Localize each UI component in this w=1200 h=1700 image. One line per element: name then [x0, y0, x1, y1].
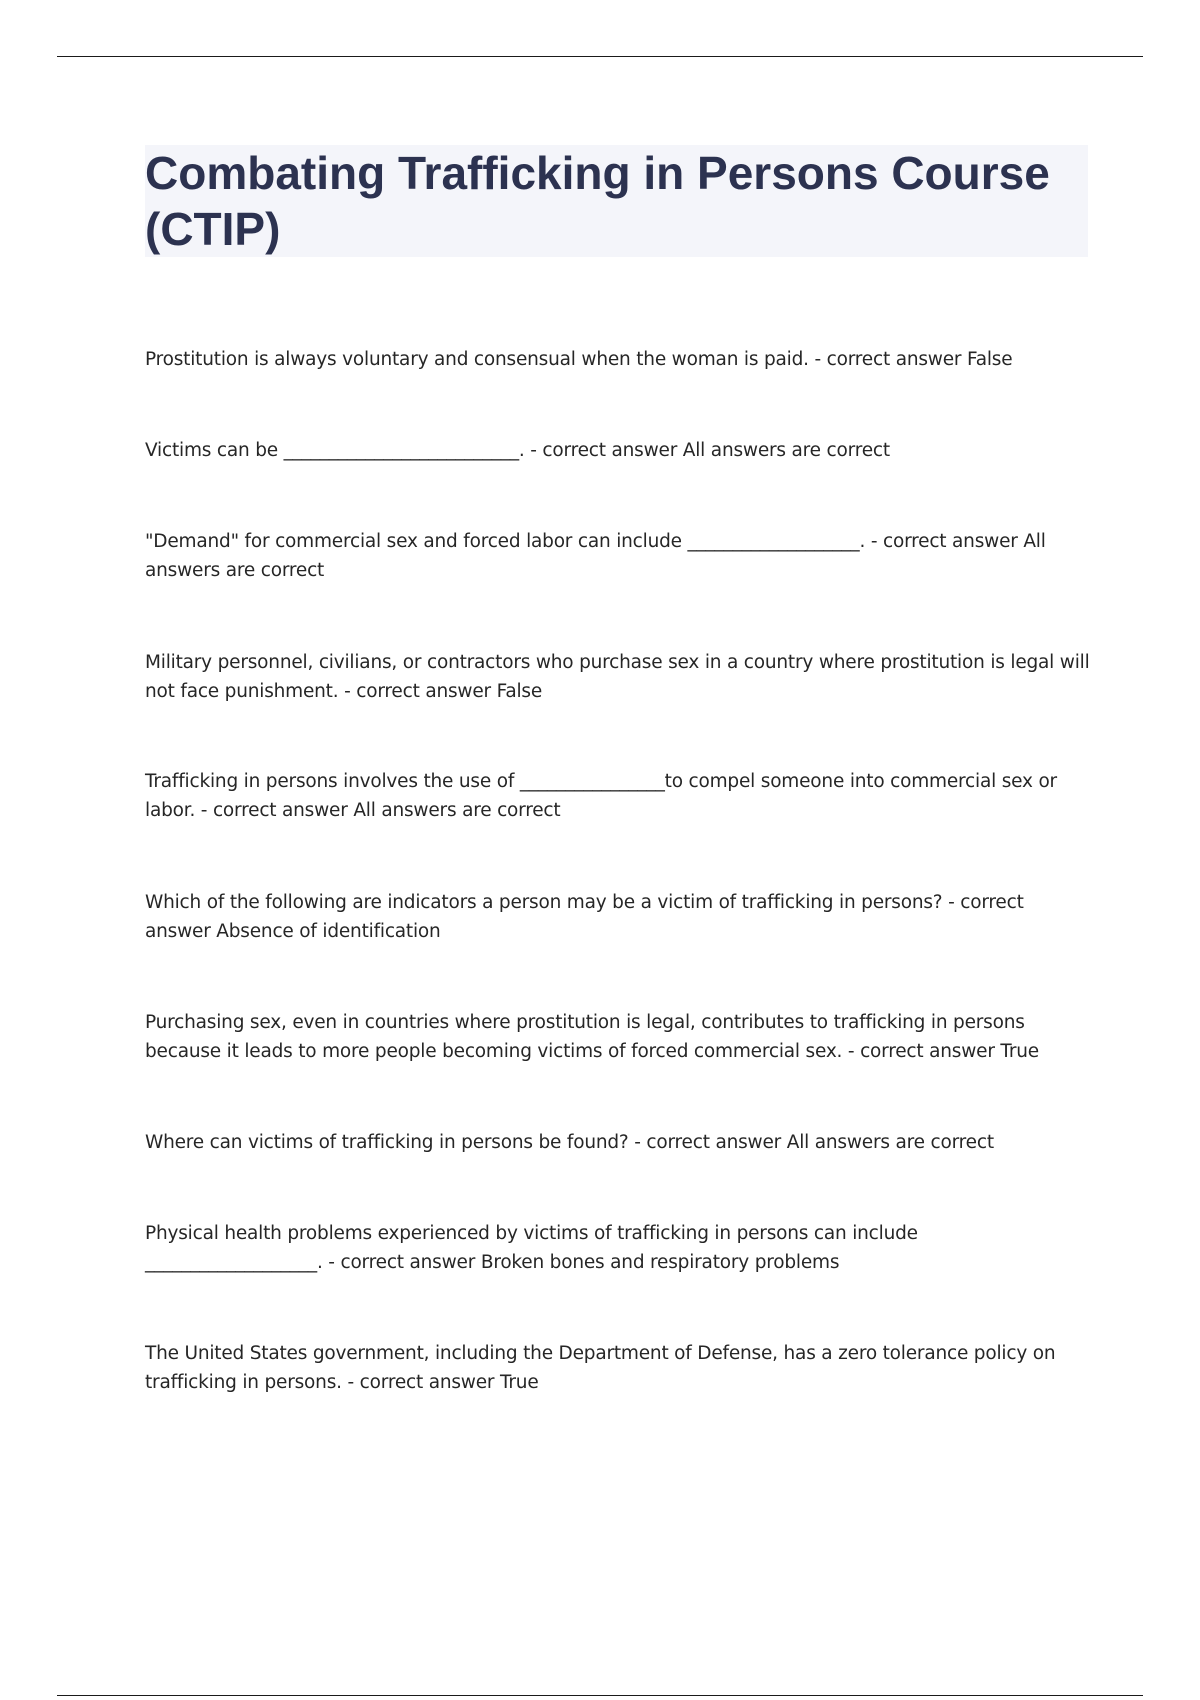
bottom-divider [57, 1695, 1143, 1696]
qa-item-7: Purchasing sex, even in countries where prostitution is legal, contributes to trafficking in persons because it leads to more people becoming victims of forced commercial sex. - correct answer True [145, 1012, 1039, 1062]
title-block [145, 145, 1088, 257]
qa-item-2: Victims can be __________________________. - correct answer All answers are correct [145, 440, 890, 461]
qa-item-6: Which of the following are indicators a person may be a victim of trafficking in persons? - correct answer Absence of identification [145, 892, 1024, 942]
top-divider [57, 56, 1143, 57]
qa-item-5: Trafficking in persons involves the use of ________________to compel someone into commercial sex or labor. - correct answer All answers are correct [145, 771, 1057, 821]
qa-item-10: The United States government, including the Department of Defense, has a zero tolerance policy on trafficking in persons. - correct answer True [145, 1343, 1056, 1393]
qa-item-8: Where can victims of trafficking in persons be found? - correct answer All answers are correct [145, 1132, 994, 1153]
document-title: Combating Trafficking in Persons Course (CTIP) [145, 147, 1050, 255]
qa-item-3: "Demand" for commercial sex and forced labor can include ___________________. - correct answer All answers are correct [145, 531, 1046, 581]
qa-item-4: Military personnel, civilians, or contractors who purchase sex in a country where prostitution is legal will not face punishment. - correct answer False [145, 652, 1090, 702]
qa-item-1: Prostitution is always voluntary and consensual when the woman is paid. - correct answer False [145, 349, 1013, 370]
qa-item-9: Physical health problems experienced by victims of trafficking in persons can include ___________________. - correct answer Broken bones and respiratory problems [145, 1223, 918, 1273]
